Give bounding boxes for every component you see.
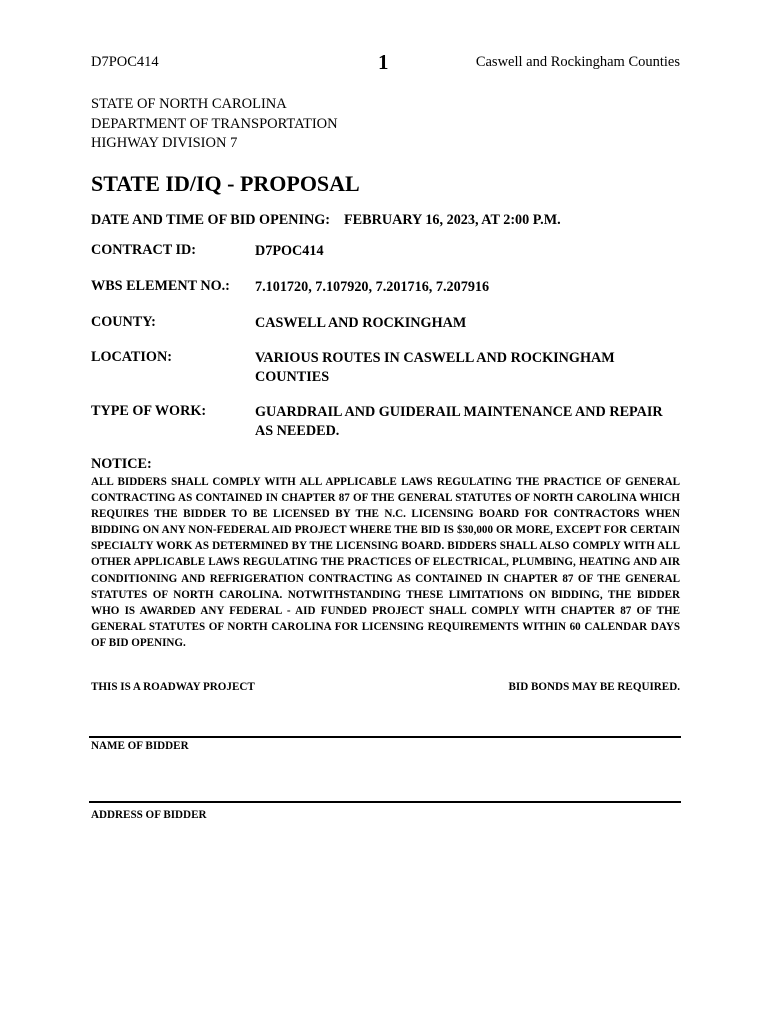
bidder-address-line [89, 801, 681, 803]
location-label: LOCATION: [91, 349, 172, 365]
type-of-work-value: GUARDRAIL AND GUIDERAIL MAINTENANCE AND REPAIR AS NEEDED. [255, 404, 663, 439]
header-contract-code: D7POC414 [91, 54, 159, 70]
county-label: COUNTY: [91, 314, 156, 330]
bid-bonds-note: BID BONDS MAY BE REQUIRED. [508, 681, 680, 693]
agency-state: STATE OF NORTH CAROLINA [91, 96, 287, 112]
type-of-work-label: TYPE OF WORK: [91, 403, 207, 419]
notice-body: ALL BIDDERS SHALL COMPLY WITH ALL APPLICABLE LAWS REGULATING THE PRACTICE OF GENERAL CONTRACTING AS CONTAINED IN CHAPTER 87 OF THE GENERAL STATUTES OF NORTH CAROLINA WHICH REQUIRES THE BIDDER TO BE LICENSED BY THE N.C. LICENSING BOARD FOR CONTRACTORS WHEN BIDDING ON ANY NON-FEDERAL AID PROJECT WHERE THE BID IS $30,000 OR MORE, EXCEPT FOR CERTAIN SPECIALTY WORK AS DETERMINED BY THE LICENSING BOARD. BIDDERS SHALL ALSO COMPLY WITH ALL OTHER APPLICABLE LAWS REGULATING THE PRACTICES OF ELECTRICAL, PLUMBING, HEATING AND AIR CONDITIONING AND REFRIGERATION CONTRACTING AS CONTAINED IN CHAPTER 87 OF THE GENERAL STATUTES OF NORTH CAROLINA. NOTWITHSTANDING THESE LIMITATIONS ON BIDDING, THE BIDDER WHO IS AWARDED ANY FEDERAL - AID FUNDED PROJECT SHALL COMPLY WITH CHAPTER 87 OF THE GENERAL STATUTES OF NORTH CAROLINA FOR LICENSING REQUIREMENTS WITHIN 60 CALENDAR DAYS OF BID OPENING. [91, 476, 680, 649]
bidder-name-line [89, 736, 681, 738]
bidder-address-label: ADDRESS OF BIDDER [91, 809, 207, 821]
county-value: CASWELL AND ROCKINGHAM [255, 315, 467, 331]
contract-id-value: D7POC414 [255, 243, 324, 259]
header-counties: Caswell and Rockingham Counties [475, 54, 680, 70]
agency-department: DEPARTMENT OF TRANSPORTATION [91, 115, 338, 132]
notice-heading: NOTICE: [91, 456, 152, 472]
page-title: STATE ID/IQ - PROPOSAL [91, 171, 360, 196]
contract-id-label: CONTRACT ID: [91, 242, 196, 258]
bid-opening-label: DATE AND TIME OF BID OPENING: [91, 212, 330, 228]
agency-division: HIGHWAY DIVISION 7 [91, 135, 238, 151]
wbs-element-value: 7.101720, 7.107920, 7.201716, 7.207916 [255, 279, 490, 295]
wbs-element-label: WBS ELEMENT NO.: [91, 278, 230, 294]
header-page-number: 1 [378, 50, 389, 74]
bidder-name-label: NAME OF BIDDER [91, 740, 189, 752]
roadway-project-note: THIS IS A ROADWAY PROJECT [91, 681, 255, 693]
agency-block [91, 95, 338, 154]
location-value: VARIOUS ROUTES IN CASWELL AND ROCKINGHAM COUNTIES [255, 350, 615, 385]
bid-opening-row [91, 212, 561, 229]
bid-opening-value: FEBRUARY 16, 2023, AT 2:00 P.M. [343, 212, 561, 228]
